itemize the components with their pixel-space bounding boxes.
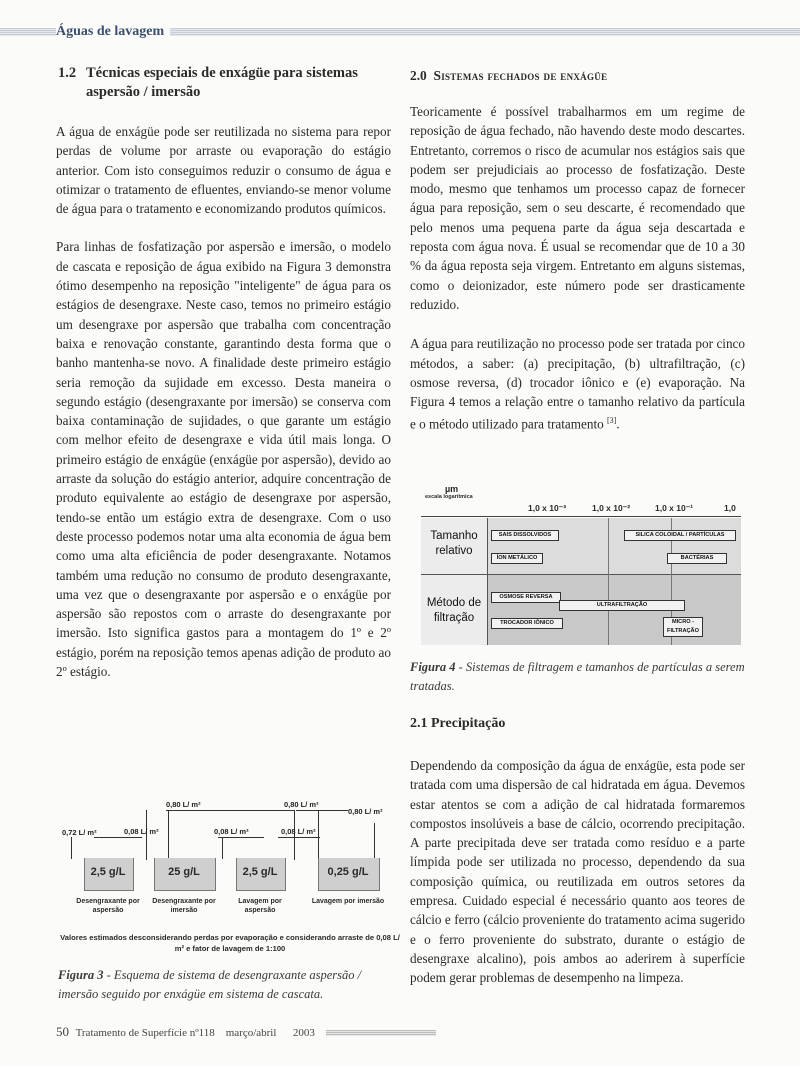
footer-bar: [326, 1030, 436, 1036]
paragraph-text: A água para reutilização no processo pode ser tratada por cinco métodos, a saber: (a) precipitação, (b) ultrafiltração, (c) osmose reversa, (d) trocador iônico e (e) evaporação. Na Figura 4 temos a relação entre o tamanho relativo da partícula e o método utilizado para tratamento: [410, 336, 745, 432]
page-footer: [56, 1024, 436, 1040]
paragraph: A água de enxágüe pode ser reutilizada no sistema para repor perdas de volume por arraste ou evaporação do estágio anterior. Com isto conseguimos reduzir o consumo de água e otimizar o tratamento de efluentes, enviando-se menor volume de água para o tratamento e economizando produtos químicos.: [56, 124, 391, 217]
flow-label: 0,80 L/ m²: [348, 807, 383, 816]
axis-tick: 1,0 x 10⁻¹: [655, 503, 694, 513]
figure-4-diagram: [421, 484, 741, 648]
flow-line: [318, 810, 319, 860]
flow-label: 0,80 L/ m²: [166, 800, 201, 809]
tank-value: 2,5 g/L: [242, 866, 278, 878]
section-heading-1-2: [58, 64, 393, 102]
tank-label: Lavagem por imersão: [311, 898, 385, 905]
box-bacterias: BACTÉRIAS: [667, 553, 727, 564]
caption-label: Figura 3: [58, 968, 104, 982]
flow-line: [168, 810, 169, 860]
subheading-precipitacao: 2.1 Precipitação: [410, 716, 506, 731]
row-label-method: Método de filtração: [426, 597, 482, 624]
journal-name: Tratamento de Superfície nº118: [75, 1027, 215, 1039]
paragraph: A água para reutilização no processo pode ser tratada por cinco métodos, a saber: (a) precipitação, (b) ultrafiltração, (c) osmose reversa, (d) trocador iônico e (e) evaporação. Na Figura 4 temos a relação entre o tamanho relativo da partícula e o método utilizado para tratamento [3].: [410, 336, 745, 432]
issue-year: 2003: [292, 1027, 315, 1039]
tank-label: Desengraxante por imersão: [152, 898, 216, 914]
tank-value: 2,5 g/L: [90, 866, 126, 878]
figure-3-caption: [58, 966, 394, 1004]
box-microfiltracao: MICRO - FILTRAÇÃO: [663, 617, 703, 637]
left-column-text: [56, 122, 391, 700]
issue-date: março/abril: [225, 1027, 277, 1039]
flow-line: [71, 837, 72, 859]
box-osmose: OSMOSE REVERSA: [491, 592, 561, 603]
section-heading-2-0: [410, 66, 750, 85]
reference: [3]: [607, 416, 617, 426]
tank-value: 0,25 g/L: [327, 866, 369, 878]
flow-line: [278, 837, 320, 838]
paragraph: Dependendo da composição da água de enxágüe, esta pode ser tratada com uma dispersão de cal hidratada em água. Devemos estar atentos se com a adição de cal hidratada formaremos compostos insolúveis a base de cálcio, ocorrendo precipitação. A parte precipitada deve ser tratada como resíduo e a parte límpida pode ser utilizada no processo, dependendo da sua composição química, ou reutilizada em outros setores da empresa. Cuidado especial é necessário quanto aos teores de cálcio e ferro (cálcio proveniente do tratamento acima sugerido e o ferro proveniente do substrato, durante o estágio de desengraxe alcalino), pois ambos ao aderirem à superfície podem gerar problemas de desempenho na limpeza.: [410, 758, 745, 986]
heading-text: Sistemas fechados de enxágüe: [433, 68, 608, 83]
heading-text: Técnicas especiais de enxágüe para sistemas aspersão / imersão: [86, 65, 358, 100]
axis-tick: 1,0 x 10⁻³: [528, 503, 567, 513]
flow-label: 0,72 L/ m²: [62, 828, 97, 837]
row-label-size: Tamanho relativo: [430, 530, 478, 557]
scale-label: escala logarítmica: [425, 494, 473, 500]
paragraph: Teoricamente é possível trabalharmos em um regime de reposição de água fechado, não havendo deste modo descartes. Entretanto, corremos o risco de acumular nos estágios sais que podem ser prejudiciais ao processo de fosfatização. Deste modo, mesmo que tenhamos um processo capaz de fornecer água para reposição, sem o seu descarte, é recomendado que pelo menos uma pequena parte da água seja descartada e reposta com água nova. É usual se recomendar que de 10 a 30 % da água reposta seja virgem. Entretanto em alguns sistemas, como o deionizador, este número pode ser drasticamente reduzido.: [410, 104, 745, 312]
running-head: Águas de lavagem: [56, 24, 170, 40]
axis-tick: 1,0 x 10⁻²: [592, 503, 631, 513]
box-silica: SILICA COLOIDAL / PARTÍCULAS: [624, 530, 736, 541]
page-number: 50: [56, 1024, 69, 1039]
caption-text: - Esquema de sistema de desengraxante aspersão / imersão seguido por enxágüe em sistema de cascata.: [58, 968, 362, 1001]
heading-number: 1.2: [58, 65, 77, 81]
tank-value: 25 g/L: [168, 866, 200, 878]
caption-label: Figura 4: [410, 660, 456, 674]
row-divider: [421, 574, 741, 575]
figure-4-caption: [410, 658, 745, 696]
flow-line: [296, 810, 348, 811]
right-column-text: [410, 102, 745, 453]
flow-label: 0,80 L/ m²: [284, 800, 319, 809]
figure-3-note: Valores estimados desconsiderando perdas por evaporação e considerando arraste de 0,08 L/ m² e fator de lavagem de 1:100: [60, 933, 400, 953]
box-ion-metalico: ÍON METÁLICO: [491, 553, 543, 564]
box-ultrafiltracao: ULTRAFILTRAÇÃO: [559, 600, 685, 611]
heading-number: 2.0: [410, 68, 427, 83]
flow-line: [166, 810, 294, 811]
tank-label: Lavagem por aspersão: [238, 898, 282, 914]
flow-label: 0,08 L/ m²: [214, 827, 249, 836]
flow-line: [222, 837, 223, 859]
axis-tick: 1,0: [724, 503, 736, 513]
caption-text: - Sistemas de filtragem e tamanhos de partículas a serem tratadas.: [410, 660, 745, 693]
decade-line: [608, 518, 609, 645]
right-column-text-2: [410, 756, 745, 1007]
flow-line: [218, 837, 264, 838]
tank-label: Desengraxante por aspersão: [76, 898, 140, 914]
paragraph: Para linhas de fosfatização por aspersão e imersão, o modelo de cascata e reposição de água exibido na Figura 3 demonstra ótimo desempenho na reposição "inteligente" de água para os estágios de desengraxe. Neste caso, temos no primeiro estágio um desengraxe por aspersão que trabalha com concentração baixa e renovação constante, garantindo desta forma que o banho mantenha-se novo. A finalidade deste primeiro estágio seria remoção da sujidade em excesso. Desta maneira o segundo estágio (desengraxante por imersão) se conserva com baixa contaminação de sujidades, o que garante um estágio com melhor efeito de desengraxe e vida útil mais longa. O primeiro estágio de enxágüe (enxágüe por aspersão), devido ao arraste da solução do estágio anterior, adquire concentração de produto equivalente ao estágio de desengraxe por aspersão, tendo-se então um estágio extra de desengraxe. Com o uso deste processo podemos notar uma alta economia de água bem como uma alta eficiência de poder desengraxante. Notamos também uma redução no consumo de produto desengraxante, uma vez que o desengraxante por aspersão e o enxágüe por aspersão são repostos com o arraste do desengraxante por imersão. Isto significa gastos para a montagem do 1º e 2º estágio, porém na reposição temos apenas adição de produto ao 2º estágio.: [56, 239, 391, 680]
flow-label: 0,08 L/ m²: [124, 827, 159, 836]
flow-label: 0,08 L/ m²: [281, 827, 316, 836]
flow-line: [374, 823, 375, 859]
flow-line: [94, 837, 142, 838]
axis-line: [421, 516, 741, 517]
box-sais-dissolvidos: SAIS DISSOLVIDOS: [491, 530, 559, 541]
box-trocador: TROCADOR IÔNICO: [491, 618, 563, 629]
unit-label: µm: [445, 484, 459, 494]
